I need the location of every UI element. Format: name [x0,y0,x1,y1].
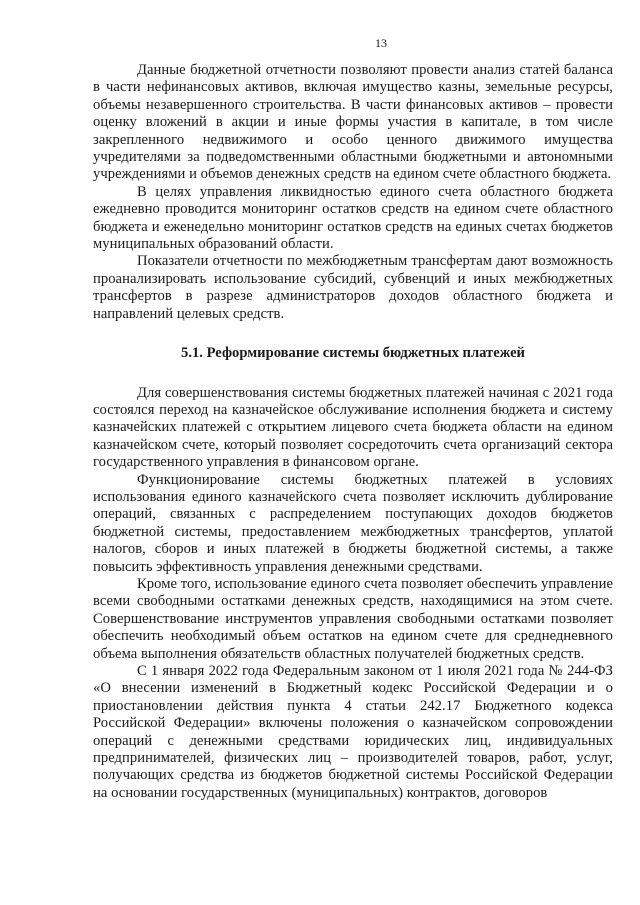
paragraph-free-balances: Кроме того, использование единого счета позволяет обеспечить управление всеми свободными остатками денежных средств, находящимися на этом счете. Совершенствование инструментов управления свободными остатками позволяет обеспечить необходимый объем остатков на едином счете для среднедневного объема выполнения обязательств областных получателей бюджетных средств. [93,575,613,662]
page-number: 13 [375,36,387,50]
section-heading: 5.1. Реформирование системы бюджетных платежей [181,345,525,362]
paragraph-federal-law: С 1 января 2022 года Федеральным законом от 1 июля 2021 года № 244-ФЗ «О внесении изменений в Бюджетный кодекс Российской Федерации и о приостановлении действия пункта 4 статьи 242.17 Бюджетного кодекса Российской Федерации» включены положения о казначейском сопровождении операций с денежными средствами юридических лиц, индивидуальных предпринимателей, физических лиц – производителей товаров, работ, услуг, получающих средства из бюджетов бюджетной системы Российской Федерации на основании государственных (муниципальных) контрактов, договоров [93,663,613,801]
paragraph-payment-system-function: Функционирование системы бюджетных платежей в условиях использования единого казначейского счета позволяет исключить дублирование операций, связанных с распределением поступающих доходов бюджетов бюджетной системы, предоставлением межбюджетных трансфертов, уплатой налогов, сборов и иных платежей в бюджеты бюджетной системы, а также повысить эффективность управления денежными средствами. [93,471,613,575]
paragraph-treasury-transition: Для совершенствования системы бюджетных платежей начиная с 2021 года состоялся переход на казначейское обслуживание исполнения бюджета и систему казначейских платежей с открытием лицевого счета бюджета области на едином казначейском счете, который позволяет сосредоточить счета организаций сектора государственного управления в финансовом органе. [93,384,613,471]
paragraph-interbudget-transfers: Показатели отчетности по межбюджетным трансфертам дают возможность проанализировать использование субсидий, субвенций и иных межбюджетных трансфертов в разрезе администраторов доходов областного бюджета и направлений целевых средств. [93,253,613,322]
paragraph-liquidity-monitoring: В целях управления ликвидностью единого счета областного бюджета ежедневно проводится мониторинг остатков средств на едином счете областного бюджета и еженедельно мониторинг остатков средств на единых счетах бюджетов муниципальных образований области. [93,183,613,253]
paragraph-balance-analysis: Данные бюджетной отчетности позволяют провести анализ статей баланса в части нефинансовых активов, включая имущество казны, земельные ресурсы, объемы незавершенного строительства. В части финансовых активов – провести оценку вложений в акции и иные формы участия в капитале, в том числе закрепленного недвижимого и особо ценного движимого имущества учредителями за подведомственными областными бюджетными и автономными учреждениями и объемов денежных средств на едином счете областного бюджета. [93,62,613,183]
